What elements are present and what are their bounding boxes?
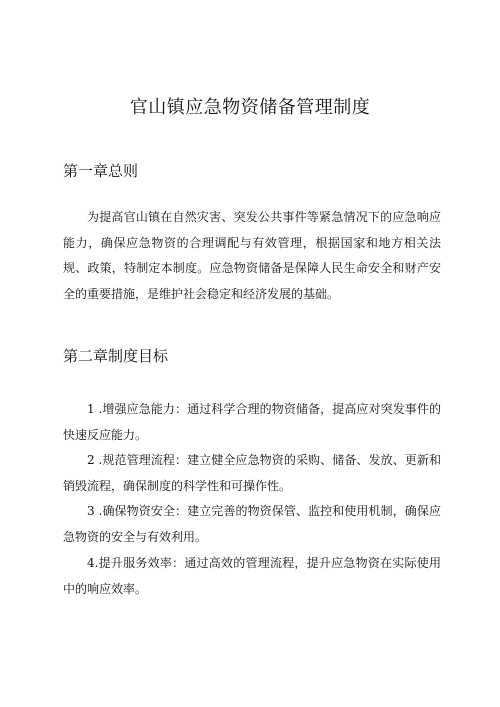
chapter2-heading: 第二章制度目标 <box>63 347 169 365</box>
goal-item-3: 3 .确保物资安全：建立完善的物资保管、监控和使用机制，确保应急物资的安全与有效利用。 <box>63 504 441 544</box>
goal-item-2: 2 .规范管理流程：建立健全应急物资的采购、储备、发放、更新和销毁流程，确保制度的科学性和可操作性。 <box>63 453 441 493</box>
goal-item-1: 1 .增强应急能力：通过科学合理的物资储备，提高应对突发事件的快速反应能力。 <box>63 402 441 442</box>
document-title: 官山镇应急物资储备管理制度 <box>129 97 371 118</box>
chapter1-paragraph: 为提高官山镇在自然灾害、突发公共事件等紧急情况下的应急响应能力，确保应急物资的合理调配与有效管理，根据国家和地方相关法规、政策，特制定本制度。应急物资储备是保障人民生命安全和财产安全的重要措施，是维护社会稳定和经济发展的基础。 <box>63 210 441 301</box>
goal-item-4: 4.提升服务效率：通过高效的管理流程，提升应急物资在实际使用中的响应效率。 <box>63 556 441 596</box>
chapter1-heading: 第一章总则 <box>63 162 139 180</box>
